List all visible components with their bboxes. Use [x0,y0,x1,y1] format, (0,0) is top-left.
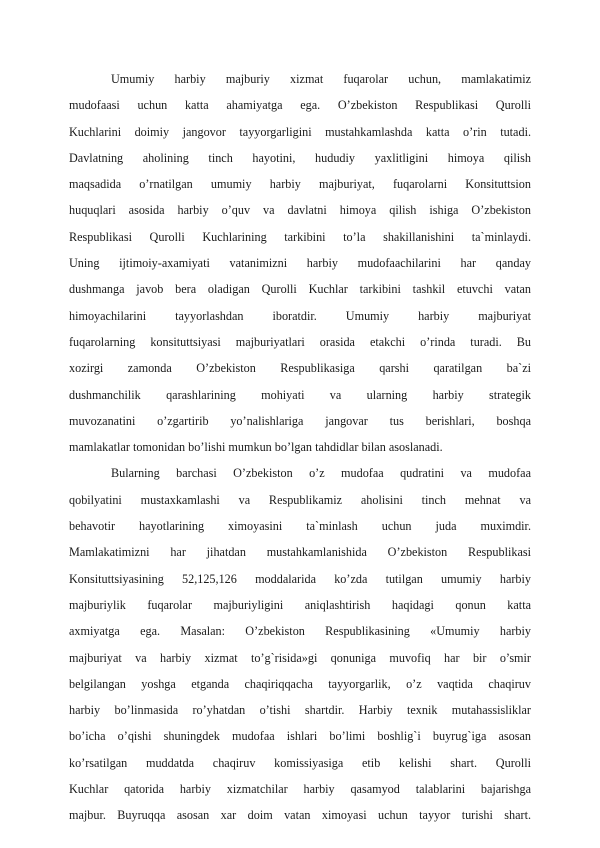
text-line: Konsituttsiyasining 52,125,126 moddalarida ko’zda tutilgan umumiy harbiy [69,571,531,586]
text-line: behavotir hayotlarining ximoyasini ta`minlash uchun juda muximdir. [69,519,531,534]
text-line: ko’rsatilgan muddatda chaqiruv komissiyasiga etib kelishi shart. Qurolli [69,755,531,770]
text-line: belgilangan yoshga etganda chaqiriqqacha tayyorgarlik, o’z vaqtida chaqiruv [69,676,531,691]
text-line: dushmanchilik qarashlarining mohiyati va ularning harbiy strategik [69,387,531,402]
text-line: fuqarolarning konsituttsiyasi majburiyatlari orasida etakchi o’rinda turadi. Bu [69,334,531,349]
text-line: Umumiy harbiy majburiy xizmat fuqarolar uchun, mamlakatimiz [111,72,531,86]
text-line: Respublikasi Qurolli Kuchlarining tarkibini to’la shakillanishini ta`minlaydi. [69,229,531,244]
text-line: mudofaasi uchun katta ahamiyatga ega. O’zbekiston Respublikasi Qurolli [69,98,531,113]
text-line: harbiy bo’linmasida ro’yhatdan o’tishi shartdir. Harbiy texnik mutahassisliklar [69,703,531,718]
text-line: maqsadida o’rnatilgan umumiy harbiy majburiyat, fuqarolarni Konsituttsion [69,177,531,192]
paragraph-2 [69,460,531,828]
text-line: xozirgi zamonda O’zbekiston Respublikasiga qarshi qaratilgan ba`zi [69,361,531,376]
text-line: qobilyatini mustaxkamlashi va Respublikamiz aholisini tinch mehnat va [69,492,531,507]
text-line: huquqlari asosida harbiy o’quv va davlatni himoya qilish ishiga O’zbekiston [69,203,531,218]
text-line: majburiylik fuqarolar majburiyligini aniqlashtirish haqidagi qonun katta [69,597,531,612]
paragraph-1 [69,66,531,460]
text-line: mamlakatlar tomonidan bo’lishi mumkun bo’lgan tahdidlar bilan asoslanadi. [69,440,443,455]
document-body [69,66,531,829]
text-line: Kuchlar qatorida harbiy xizmatchilar harbiy qasamyod talablarini bajarishga [69,782,531,797]
text-line: majbur. Buyruqqa asosan xar doim vatan ximoyasi uchun tayyor turishi shart. [69,808,531,823]
text-line: Mamlakatimizni har jihatdan mustahkamlanishida O’zbekiston Respublikasi [69,545,531,560]
text-line: muvozanatini o’zgartirib yo’nalishlariga jangovar tus berishlari, boshqa [69,413,531,428]
text-line: Kuchlarini doimiy jangovor tayyorgarligini mustahkamlashda katta o’rin tutadi. [69,124,531,139]
text-line: himoyachilarini tayyorlashdan iboratdir. Umumiy harbiy majburiyat [69,308,531,323]
text-line: majburiyat va harbiy xizmat to’g`risida»gi qonuniga muvofiq har bir o’smir [69,650,531,665]
text-line: Bularning barchasi O’zbekiston o’z mudofaa qudratini va mudofaa [111,466,531,481]
text-line: Davlatning aholining tinch hayotini, hududiy yaxlitligini himoya qilish [69,150,531,165]
text-line: bo’icha o’qishi shuningdek mudofaa ishlari bo’limi boshlig`i buyrug`iga asosan [69,729,531,744]
text-line: Uning ijtimoiy-axamiyati vatanimizni harbiy mudofaachilarini har qanday [69,256,531,271]
text-line: dushmanga javob bera oladigan Qurolli Kuchlar tarkibini tashkil etuvchi vatan [69,282,531,297]
text-line: axmiyatga ega. Masalan: O’zbekiston Respublikasining «Umumiy harbiy [69,624,531,639]
